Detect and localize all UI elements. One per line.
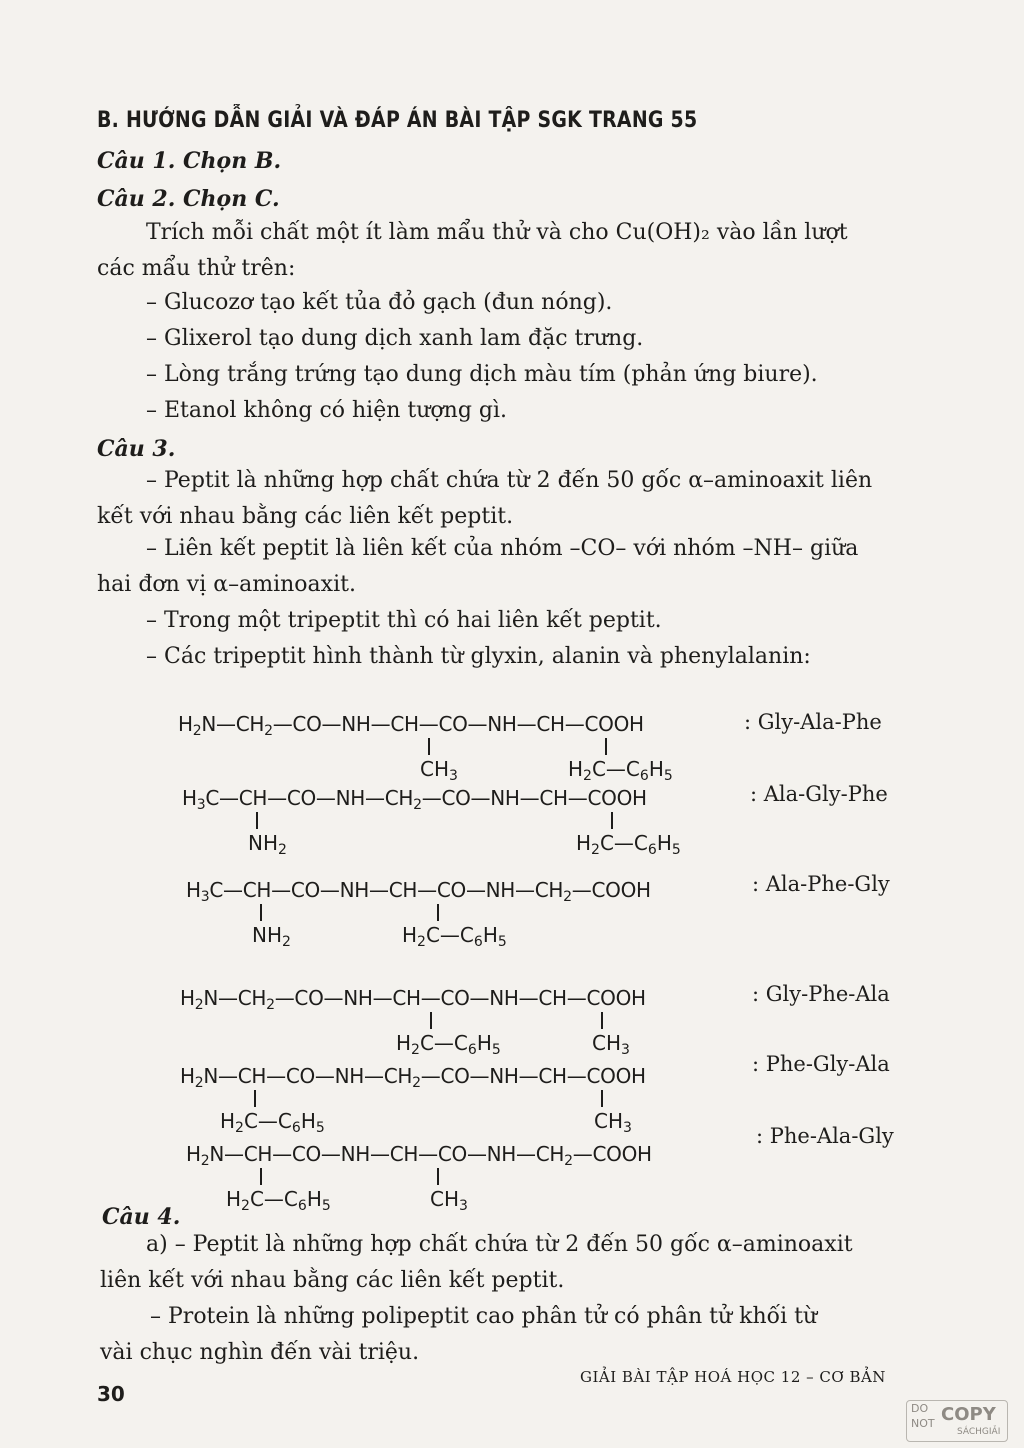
q4-line: vài chục nghìn đến vài triệu. [100, 1340, 420, 1365]
bond-line [601, 1090, 603, 1107]
bond-line [437, 904, 439, 921]
q3-line: hai đơn vị α–aminoaxit. [97, 572, 356, 597]
bond-line [605, 738, 607, 755]
bond-line [260, 1168, 262, 1185]
substituent-nh2: $NH_2$ [248, 831, 287, 858]
substituent-ch3: $CH_3$ [592, 1031, 630, 1058]
stamp-brand: SÁCHGIẢI [957, 1427, 1001, 1437]
section-heading: B. HƯỚNG DẪN GIẢI VÀ ĐÁP ÁN BÀI TẬP SGK TRANG 55 [97, 108, 698, 133]
bond-line [430, 1012, 432, 1029]
substituent-benzyl: $H_2C—C_6H_5$ [220, 1109, 325, 1136]
bond-line [437, 1168, 439, 1185]
structure-ala-gly-phe-main: $H_3C—CH—CO—NH—CH_2—CO—NH—CH—COOH$ [182, 786, 647, 813]
question-3: Câu 3. [97, 436, 176, 462]
substituent-nh2: $NH_2$ [252, 923, 291, 950]
stamp-do: DO [911, 1402, 929, 1415]
tripeptide-label: : Phe-Ala-Gly [756, 1124, 894, 1148]
watermark-stamp [906, 1400, 1008, 1442]
q2-item: – Etanol không có hiện tượng gì. [146, 398, 508, 423]
bond-line [260, 904, 262, 921]
q3-line: – Liên kết peptit là liên kết của nhóm –CO– với nhóm –NH– giữa [146, 536, 859, 561]
substituent-benzyl: $H_2C—C_6H_5$ [402, 923, 507, 950]
tripeptide-label: : Ala-Phe-Gly [752, 872, 890, 896]
bond-line [611, 812, 613, 829]
q2-item: – Glixerol tạo dung dịch xanh lam đặc trưng. [146, 326, 644, 351]
question-2: Câu 2. Chọn C. [97, 186, 280, 212]
structure-ala-phe-gly-main: $H_3C—CH—CO—NH—CH—CO—NH—CH_2—COOH$ [186, 878, 651, 905]
q3-line: – Các tripeptit hình thành từ glyxin, alanin và phenylalanin: [146, 644, 811, 669]
substituent-benzyl: $H_2C—C_6H_5$ [226, 1187, 331, 1214]
structure-gly-phe-ala-main: $H_2N—CH_2—CO—NH—CH—CO—NH—CH—COOH$ [180, 986, 646, 1013]
question-1: Câu 1. Chọn B. [97, 148, 282, 174]
tripeptide-label: : Gly-Phe-Ala [752, 982, 890, 1006]
substituent-ch3: $CH_3$ [420, 757, 458, 784]
q3-line: kết với nhau bằng các liên kết peptit. [97, 504, 514, 529]
structure-phe-ala-gly-main: $H_2N—CH—CO—NH—CH—CO—NH—CH_2—COOH$ [186, 1142, 652, 1169]
substituent-benzyl: $H_2C—C_6H_5$ [396, 1031, 501, 1058]
bond-line [254, 1090, 256, 1107]
stamp-copy: COPY [941, 1404, 996, 1425]
tripeptide-label: : Ala-Gly-Phe [750, 782, 888, 806]
q4-line: liên kết với nhau bằng các liên kết peptit. [100, 1268, 565, 1293]
stamp-not: NOT [911, 1417, 935, 1430]
page-number: 30 [97, 1382, 125, 1406]
substituent-ch3: $CH_3$ [594, 1109, 632, 1136]
q2-intro-line-2: các mẩu thử trên: [97, 256, 296, 281]
q3-line: – Peptit là những hợp chất chứa từ 2 đến 50 gốc α–aminoaxit liên [146, 468, 873, 493]
substituent-ch3: $CH_3$ [430, 1187, 468, 1214]
q4-line: – Protein là những polipeptit cao phân tử có phân tử khối từ [150, 1304, 818, 1329]
bond-line [601, 1012, 603, 1029]
bond-line [256, 812, 258, 829]
book-title-footer: GIẢI BÀI TẬP HOÁ HỌC 12 – CƠ BẢN [580, 1368, 886, 1386]
structure-gly-ala-phe-main: $H_2N—CH_2—CO—NH—CH—CO—NH—CH—COOH$ [178, 712, 644, 739]
structure-phe-gly-ala-main: $H_2N—CH—CO—NH—CH_2—CO—NH—CH—COOH$ [180, 1064, 646, 1091]
substituent-benzyl: $H_2C—C_6H_5$ [576, 831, 681, 858]
q2-intro-line-1: Trích mỗi chất một ít làm mẩu thử và cho Cu(OH)₂ vào lần lượt [146, 220, 848, 245]
q2-item: – Lòng trắng trứng tạo dung dịch màu tím (phản ứng biure). [146, 362, 818, 387]
q3-line: – Trong một tripeptit thì có hai liên kết peptit. [146, 608, 662, 633]
question-4: Câu 4. [102, 1204, 181, 1230]
q4-line: a) – Peptit là những hợp chất chứa từ 2 đến 50 gốc α–aminoaxit [146, 1232, 853, 1257]
q2-item: – Glucozơ tạo kết tủa đỏ gạch (đun nóng). [146, 290, 613, 315]
tripeptide-label: : Gly-Ala-Phe [744, 710, 882, 734]
tripeptide-label: : Phe-Gly-Ala [752, 1052, 890, 1076]
bond-line [428, 738, 430, 755]
substituent-benzyl: $H_2C—C_6H_5$ [568, 757, 673, 784]
